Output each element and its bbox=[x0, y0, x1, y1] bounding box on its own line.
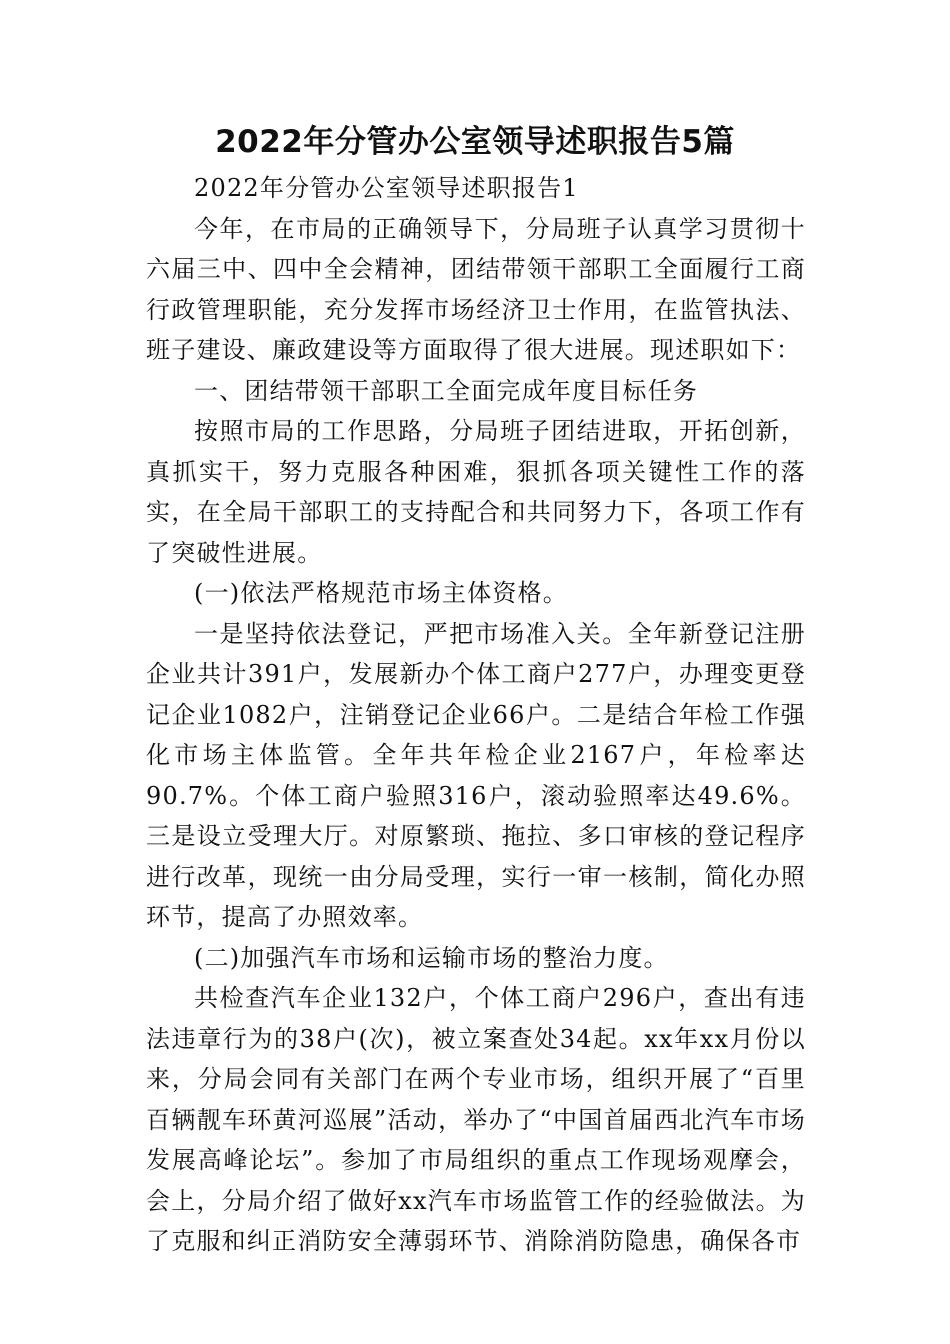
subsection-2-paragraph: 共检查汽车企业132户，个体工商户296户，查出有违法违章行为的38户(次)，被立案查处34起。xx年xx月份以来，分局会同有关部门在两个专业市场，组织开展了“百里百辆靓车环黄河巡展”活动，举办了“中国首届西北汽车市场发展高峰论坛”。参加了市局组织的重点工作现场观摩会，会上，分局介绍了做好xx汽车市场监管工作的经验做法。为了克服和纠正消防安全薄弱环节、消除消防隐患，确保各市 bbox=[146, 984, 806, 1255]
document-body bbox=[146, 168, 806, 1262]
subtitle-paragraph: 2022年分管办公室领导述职报告1 bbox=[194, 174, 579, 202]
intro-paragraph: 今年，在市局的正确领导下，分局班子认真学习贯彻十六届三中、四中全会精神，团结带领干部职工全面履行工商行政管理职能，充分发挥市场经济卫士作用，在监管执法、班子建设、廉政建设等方面取得了很大进展。现述职如下： bbox=[146, 214, 806, 364]
section-1-paragraph: 按照市局的工作思路，分局班子团结进取，开拓创新，真抓实干，努力克服各种困难，狠抓各项关键性工作的落实，在全局干部职工的支持配合和共同努力下，各项工作有了突破性进展。 bbox=[146, 417, 806, 567]
subsection-1-paragraph: 一是坚持依法登记，严把市场准入关。全年新登记注册企业共计391户，发展新办个体工商户277户，办理变更登记企业1082户，注销登记企业66户。二是结合年检工作强化市场主体监管。全年共年检企业2167户，年检率达90.7%。个体工商户验照316户，滚动验照率达49.6%。三是设立受理大厅。对原繁琐、拖拉、多口审核的登记程序进行改革，现统一由分局受理，实行一审一核制，简化办照环节，提高了办照效率。 bbox=[146, 619, 806, 931]
subsection-heading-1: (一)依法严格规范市场主体资格。 bbox=[194, 579, 568, 607]
subsection-heading-2: (二)加强汽车市场和运输市场的整治力度。 bbox=[194, 943, 669, 972]
section-heading-1: 一、团结带领干部职工全面完成年度目标任务 bbox=[194, 376, 698, 405]
document-title: 2022年分管办公室领导述职报告5篇 bbox=[215, 124, 735, 160]
